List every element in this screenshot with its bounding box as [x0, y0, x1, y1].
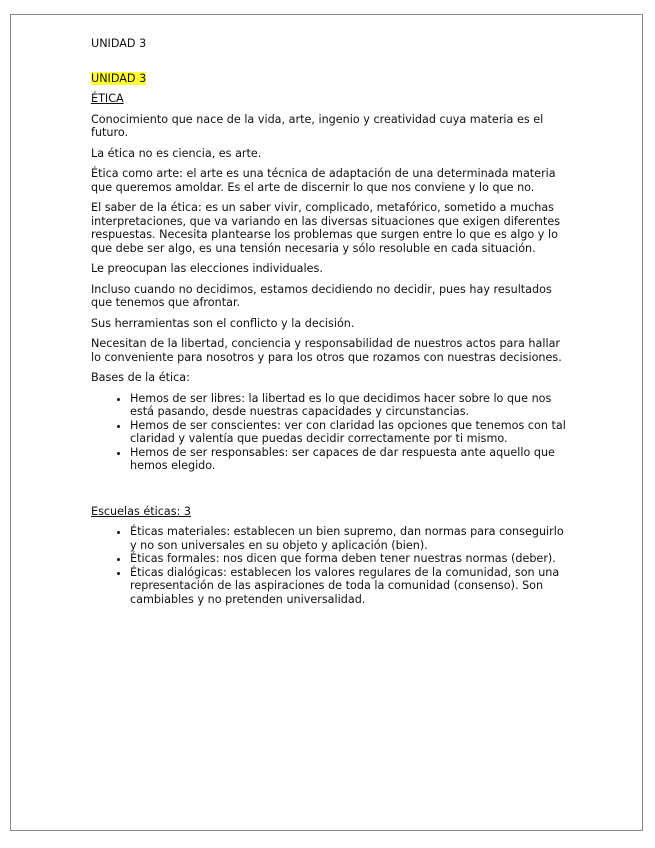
- paragraph: Necesitan de la libertad, conciencia y responsabilidad de nuestros actos para hallar lo conveniente para nosotros y para los otros que rozamos con nuestras decisiones.: [91, 337, 562, 364]
- schools-heading: [91, 505, 573, 519]
- section-title: [91, 92, 573, 106]
- paragraph: Le preocupan las elecciones individuales.: [91, 262, 323, 275]
- paragraph: Bases de la ética:: [91, 371, 190, 384]
- paragraph: Conocimiento que nace de la vida, arte, ingenio y creatividad cuya materia es el futuro.: [91, 112, 544, 139]
- paragraph: Incluso cuando no decidimos, estamos decidiendo no decidir, pues hay resultados que tenemos que afrontar.: [91, 282, 552, 309]
- document-body: [91, 37, 573, 613]
- unit-title-highlight: UNIDAD 3: [91, 71, 147, 85]
- list-item: • Hemos de ser responsables: ser capaces de dar respuesta ante aquello que hemos elegido.: [130, 446, 573, 473]
- schools-heading-text: Escuelas éticas: 3: [91, 504, 192, 518]
- list-item: • Hemos de ser libres: la libertad es lo que decidimos hacer sobre lo que nos está pasando, desde nuestras capacidades y circunstancias.: [130, 392, 573, 419]
- bases-list: [91, 392, 573, 473]
- schools-list: [91, 525, 573, 606]
- section-title-text: ÉTICA: [91, 92, 124, 105]
- unit-title: [91, 72, 573, 86]
- list-item: • Hemos de ser conscientes: ver con claridad las opciones que tenemos con tal claridad y valentía que puedas decidir correctamente por ti mismo.: [130, 419, 573, 446]
- paragraph: La ética no es ciencia, es arte.: [91, 146, 262, 160]
- blank-line: [91, 480, 573, 505]
- paragraph: Ética como arte: el arte es una técnica de adaptación de una determinada materia que queremos amoldar. Es el arte de discernir lo que nos conviene y lo que no.: [91, 167, 556, 194]
- page-header: UNIDAD 3: [91, 37, 147, 50]
- list-item: • Éticas materiales: establecen un bien supremo, dan normas para conseguirlo y no son universales en su objeto y aplicación (bien).: [130, 525, 573, 552]
- list-item: • Éticas dialógicas: establecen los valores regulares de la comunidad, son una representación de las aspiraciones de toda la comunidad (consenso). Son cambiables y no pretenden universalidad.: [130, 566, 573, 607]
- paragraph: El saber de la ética: es un saber vivir, complicado, metafórico, sometido a muchas interpretaciones, que va variando en las diversas situaciones que exigen diferentes respuestas. Necesita plantearse los problemas que surgen entre lo que es algo y lo que debe ser algo, es una tensión necesaria y sólo resoluble en cada situación.: [91, 201, 561, 255]
- list-item: • Éticas formales: nos dicen que forma deben tener nuestras normas (deber).: [130, 552, 573, 566]
- document-page: [10, 14, 643, 831]
- paragraph: Sus herramientas son el conflicto y la decisión.: [91, 316, 355, 330]
